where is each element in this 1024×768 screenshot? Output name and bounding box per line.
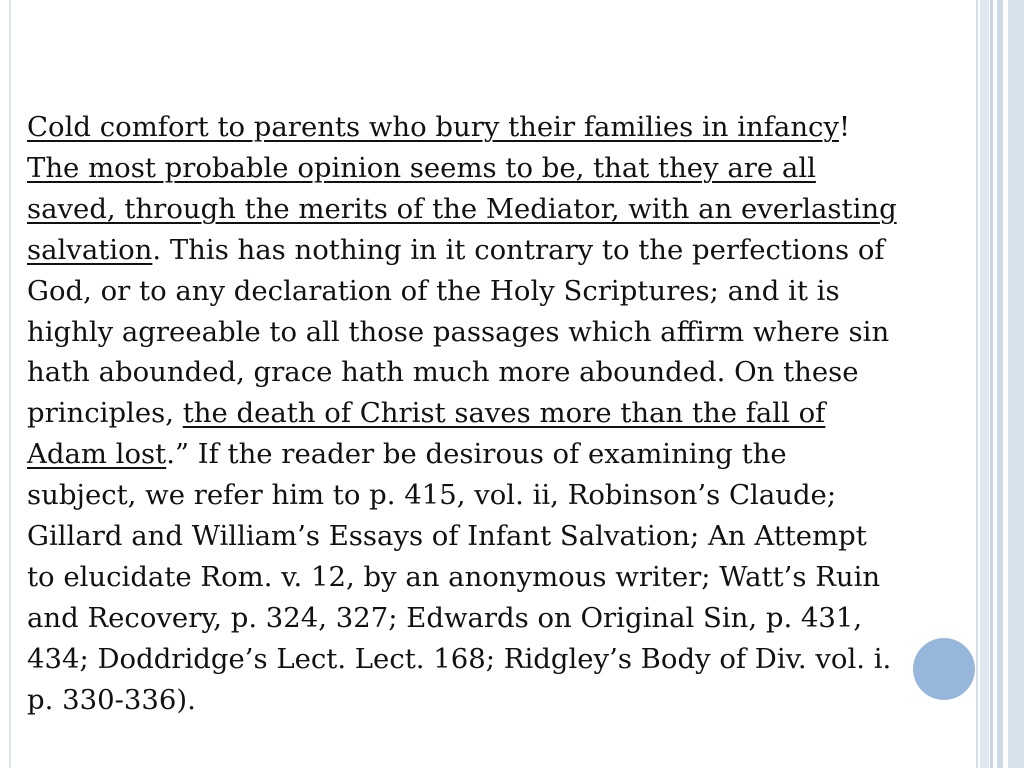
underlined-text-segment: Adam lost — [27, 438, 167, 471]
text-line — [27, 434, 1012, 475]
text-segment: p. 330-336). — [27, 683, 196, 716]
text-segment: God, or to any declaration of the Holy Scriptures; and it is — [27, 274, 840, 307]
text-line — [27, 352, 1012, 393]
text-line — [27, 148, 1012, 189]
underlined-text-segment: The most probable opinion seems to be, that they are all — [27, 151, 816, 184]
text-segment: hath abounded, grace hath much more abounded. On these — [27, 356, 859, 389]
text-line — [27, 557, 1012, 598]
text-line — [27, 107, 1012, 148]
text-line — [27, 271, 1012, 312]
underlined-text-segment: Cold comfort to parents who bury their families in infancy — [27, 111, 839, 143]
slide-nav-circle[interactable] — [913, 638, 975, 700]
text-line — [27, 639, 1012, 680]
text-line — [27, 230, 1012, 271]
text-segment: ! — [838, 111, 851, 143]
text-line — [27, 475, 1012, 516]
text-line — [27, 516, 1012, 557]
slide-body-text — [27, 107, 1012, 721]
text-segment: and Recovery, p. 324, 327; Edwards on Original Sin, p. 431, — [27, 601, 863, 634]
text-segment: .” If the reader be desirous of examining the — [166, 438, 787, 471]
text-segment: . This has nothing in it contrary to the perfections of — [152, 233, 885, 266]
text-line — [27, 598, 1012, 639]
text-segment: Gillard and William’s Essays of Infant Salvation; An Attempt — [27, 520, 867, 553]
underlined-text-segment: saved, through the merits of the Mediator, with an everlasting — [27, 192, 897, 225]
text-line — [27, 393, 1012, 434]
text-segment: 434; Doddridge’s Lect. Lect. 168; Ridgley’s Body of Div. vol. i. — [27, 642, 892, 675]
text-segment: principles, — [27, 397, 183, 430]
text-line — [27, 312, 1012, 353]
left-border-line — [9, 0, 11, 768]
underlined-text-segment: the death of Christ saves more than the fall of — [182, 397, 826, 430]
text-segment: highly agreeable to all those passages which affirm where sin — [27, 315, 890, 348]
underlined-text-segment: salvation — [27, 233, 153, 266]
text-segment: to elucidate Rom. v. 12, by an anonymous writer; Watt’s Ruin — [27, 560, 881, 593]
text-line — [27, 680, 1012, 721]
text-line — [27, 189, 1012, 230]
text-segment: subject, we refer him to p. 415, vol. ii, Robinson’s Claude; — [27, 479, 837, 512]
